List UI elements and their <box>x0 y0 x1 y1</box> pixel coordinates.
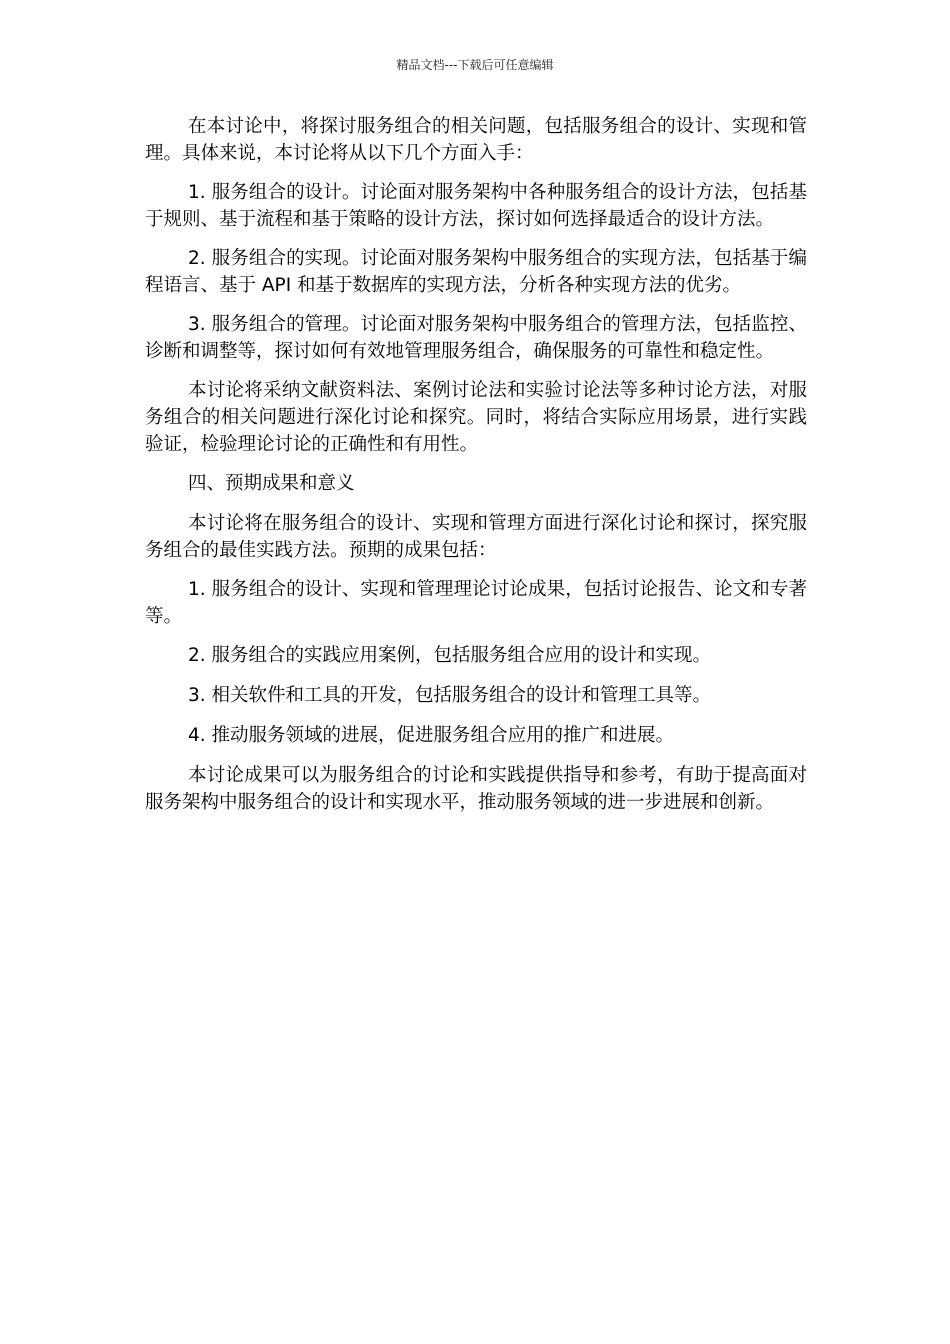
paragraph-item-implementation: 2. 服务组合的实现。讨论面对服务架构中服务组合的实现方法，包括基于编程语言、基于 API 和基于数据库的实现方法，分析各种实现方法的优劣。 <box>145 248 807 296</box>
document-body <box>145 113 807 828</box>
paragraph-expected-results: 本讨论将在服务组合的设计、实现和管理方面进行深化讨论和探讨，探究服务组合的最佳实践方法。预期的成果包括： <box>145 513 807 561</box>
paragraph-methods: 本讨论将采纳文献资料法、案例讨论法和实验讨论法等多种讨论方法，对服务组合的相关问题进行深化讨论和探究。同时，将结合实际应用场景，进行实践验证，检验理论讨论的正确性和有用性。 <box>145 380 807 455</box>
paragraph-conclusion: 本讨论成果可以为服务组合的讨论和实践提供指导和参考，有助于提高面对服务架构中服务组合的设计和实现水平，推动服务领域的进一步进展和创新。 <box>145 765 807 813</box>
paragraph-item-design: 1. 服务组合的设计。讨论面对服务架构中各种服务组合的设计方法，包括基于规则、基于流程和基于策略的设计方法，探讨如何选择最适合的设计方法。 <box>145 182 807 230</box>
paragraph-result-4: 4. 推动服务领域的进展，促进服务组合应用的推广和进展。 <box>188 725 675 746</box>
paragraph-result-2: 2. 服务组合的实践应用案例，包括服务组合应用的设计和实现。 <box>188 645 712 666</box>
section-heading: 四、预期成果和意义 <box>188 473 355 494</box>
paragraph-intro: 在本讨论中，将探讨服务组合的相关问题，包括服务组合的设计、实现和管理。具体来说，本讨论将从以下几个方面入手： <box>145 116 807 164</box>
paragraph-result-1: 1. 服务组合的设计、实现和管理理论讨论成果，包括讨论报告、论文和专著等。 <box>145 579 807 627</box>
page-header: 精品文档---下载后可任意编辑 <box>396 58 554 72</box>
paragraph-item-management: 3. 服务组合的管理。讨论面对服务架构中服务组合的管理方法，包括监控、诊断和调整等，探讨如何有效地管理服务组合，确保服务的可靠性和稳定性。 <box>145 314 807 362</box>
paragraph-result-3: 3. 相关软件和工具的开发，包括服务组合的设计和管理工具等。 <box>188 685 712 706</box>
